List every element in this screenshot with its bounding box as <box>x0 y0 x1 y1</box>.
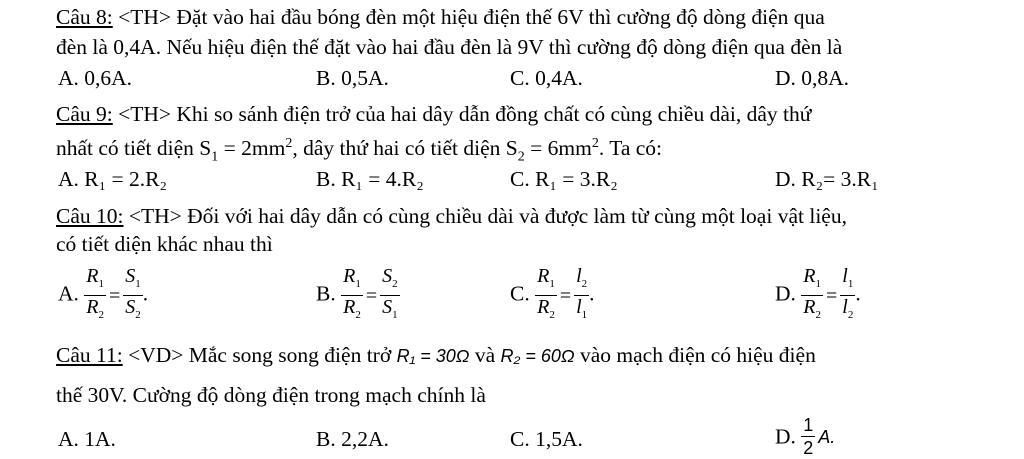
q10-a-end: . <box>142 281 149 306</box>
q10-c-end: . <box>589 281 595 306</box>
q10-c-n1s: 1 <box>549 278 555 290</box>
q11-d-letter: D. <box>775 424 802 449</box>
q9-d-letter: D. <box>775 167 802 191</box>
q9-sup1: 2 <box>285 136 293 151</box>
q10-line1 <box>56 203 847 229</box>
q10-c-d2: l <box>576 296 582 318</box>
q10-b-d1: R <box>343 296 356 318</box>
q9-label: Câu 9: <box>56 102 113 126</box>
q10-c-d1s: 2 <box>549 309 555 321</box>
q11-text1b: và <box>469 343 501 367</box>
q10-d-n1: R <box>803 265 816 287</box>
q10-option-b: B. $\frac{R_1}{R_2}$ = $\frac{S_2}{S_1}$ <box>316 265 400 326</box>
q10-text1: <TH> Đối với hai dây dẫn có cùng chiều dài và được làm từ cùng một loại vật liệu, <box>123 204 847 228</box>
q10-b-d2s: 1 <box>392 309 398 321</box>
q9-text1: <TH> Khi so sánh điện trở của hai dây dẫn đồng chất có cùng chiều dài, dây thứ <box>112 102 812 126</box>
q10-c-d2s: 1 <box>581 309 588 321</box>
q11-option-a: A. 1A. <box>58 427 116 451</box>
q9-text2c: = 2mm <box>218 136 286 161</box>
q10-c-n2s: 2 <box>581 278 588 290</box>
q10-b-n1: R <box>343 265 356 287</box>
q9-c-letter: C. <box>510 167 536 191</box>
q9-sup2: 2 <box>591 136 599 151</box>
q11-option-b: B. 2,2A. <box>316 427 389 451</box>
q9-option-c <box>510 166 618 192</box>
q8-line1 <box>56 4 825 30</box>
q9-sub1: 1 <box>211 149 219 165</box>
q10-d-n1s: 1 <box>815 278 821 290</box>
q8-line2: đèn là 0,4A. Nếu hiệu điện thế đặt vào hai đầu đèn là 9V thì cường độ dòng điện qua đèn là <box>56 35 843 59</box>
q9-text2i: . Ta có: <box>598 136 663 161</box>
q11-option-c: C. 1,5A. <box>510 427 583 451</box>
q10-b-d2: S <box>382 296 393 318</box>
q10-c-frac2 <box>574 265 589 326</box>
q8-label: Câu 8: <box>56 5 113 29</box>
q9-line2 <box>56 131 662 170</box>
q10-c-letter: C. <box>510 281 530 306</box>
q10-d-frac1 <box>801 265 823 326</box>
q10-line2: có tiết diện khác nhau thì <box>56 232 273 256</box>
q9-d-text: R₂= 3.R₁ <box>801 167 879 191</box>
q11-label: Câu 11: <box>56 343 123 367</box>
q11-line2: thế 30V. Cường độ dòng điện trong mạch chính là <box>56 383 486 407</box>
q10-d-n2: l <box>842 265 848 287</box>
q8-option-d: D. 0,8A. <box>775 66 850 90</box>
q10-a-d2s: 2 <box>135 309 141 321</box>
q9-option-a <box>58 166 167 192</box>
q11-option-d <box>775 414 835 459</box>
q9-sub2: 2 <box>517 149 525 165</box>
q11-d-num: 1 <box>803 415 814 435</box>
q10-a-n2: S <box>125 265 136 287</box>
q8-option-a: A. 0,6A. <box>58 66 133 90</box>
q10-d-d2s: 2 <box>847 309 854 321</box>
q10-d-n2s: 1 <box>847 278 854 290</box>
q10-a-frac2 <box>123 265 143 326</box>
q10-b-d1s: 2 <box>355 309 361 321</box>
q10-a-n1s: 1 <box>98 278 104 290</box>
q10-d-end: . <box>855 281 861 306</box>
q11-d-den: 2 <box>803 438 814 458</box>
q9-text2a: nhất có tiết diện S <box>56 136 212 161</box>
q10-d-letter: D. <box>775 281 796 306</box>
q10-option-a: A. $\frac{R_1}{R_2}$ = $\frac{S_1}{S_2}$ . <box>58 265 148 326</box>
q10-d-d1s: 2 <box>815 309 821 321</box>
q10-option-d: D. $\frac{R_1}{R_2}$ = $\frac{l_1}{l_2}$ . <box>775 265 861 326</box>
q10-a-n1: R <box>86 265 99 287</box>
q8-option-b: B. 0,5A. <box>316 66 389 90</box>
q10-d-frac2 <box>840 265 855 326</box>
q9-a-text: R₁ = 2.R₂ <box>84 167 167 191</box>
q9-b-letter: B. <box>316 167 342 191</box>
q10-c-frac1 <box>535 265 557 326</box>
q9-text2e: , dây thứ hai có tiết diện S <box>292 136 518 161</box>
q10-c-d1: R <box>537 296 550 318</box>
q10-b-n2: S <box>382 265 393 287</box>
q10-a-d1s: 2 <box>98 309 104 321</box>
q11-text1c: vào mạch điện có hiệu điện <box>574 343 816 367</box>
q8-text1: <TH> Đặt vào hai đầu bóng đèn một hiệu điện thế 6V thì cường độ dòng điện qua <box>112 5 825 29</box>
q10-d-d2: l <box>842 296 848 318</box>
q10-b-n1s: 1 <box>355 278 361 290</box>
q11-line1 <box>56 342 816 369</box>
q11-r2: R₂ = 60Ω <box>500 346 575 366</box>
q10-d-d1: R <box>803 296 816 318</box>
q9-option-d <box>775 166 879 192</box>
q9-text2g: = 6mm <box>524 136 592 161</box>
q10-b-frac1 <box>341 265 363 326</box>
q9-b-text: R₁ = 4.R₂ <box>341 167 424 191</box>
q10-a-n2s: 1 <box>135 278 141 290</box>
q10-c-n2: l <box>576 265 582 287</box>
q10-option-c: C. $\frac{R_1}{R_2}$ = $\frac{l_2}{l_1}$ . <box>510 265 595 326</box>
q11-d-unit: A. <box>818 426 836 447</box>
q10-c-n1: R <box>537 265 550 287</box>
q9-c-text: R₁ = 3.R₂ <box>535 167 618 191</box>
q10-a-d1: R <box>86 296 99 318</box>
q9-line1 <box>56 101 811 127</box>
q11-d-frac <box>801 414 815 459</box>
q10-a-letter: A. <box>58 281 79 306</box>
q8-option-c: C. 0,4A. <box>510 66 583 90</box>
q10-label: Câu 10: <box>56 204 124 228</box>
q9-option-b <box>316 166 424 192</box>
q11-text1a: <VD> Mắc song song điện trở <box>122 343 397 367</box>
q10-b-n2s: 2 <box>392 278 398 290</box>
q10-a-frac1 <box>84 265 106 326</box>
q10-b-letter: B. <box>316 281 336 306</box>
q9-a-letter: A. <box>58 167 85 191</box>
q11-r1: R₁ = 30Ω <box>396 346 470 366</box>
q10-b-frac2 <box>380 265 400 326</box>
q10-a-d2: S <box>125 296 136 318</box>
